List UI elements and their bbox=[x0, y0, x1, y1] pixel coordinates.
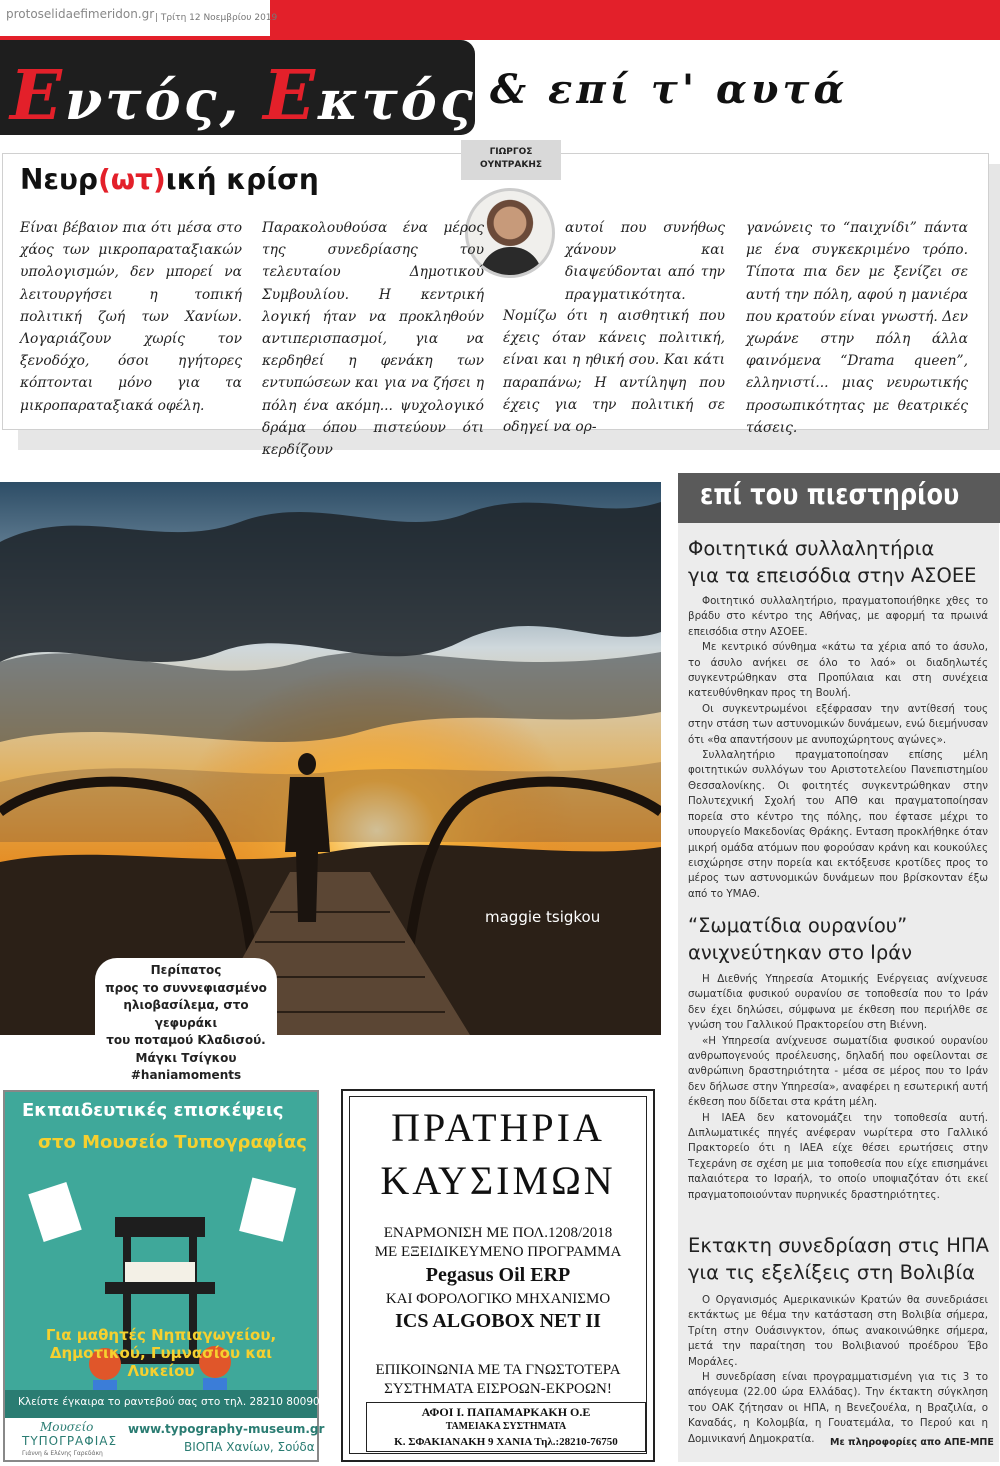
column-text-col-3b: Νομίζω ότι η αισθητική που έχεις όταν κάνεις πολιτική, είναι και η ηθική σου. Και κάτι παραπάνω; Η αντίληψη που έχεις για την πολιτική σε οδηγεί να ορ- bbox=[503, 308, 725, 436]
fuel-ad-line: ΕΝΑΡΜΟΝΙΣΗ ΜΕ ΠΟΛ.1208/2018 bbox=[383, 1225, 613, 1241]
fuel-ad-line: ΕΠΙΚΟΙΝΩΝΙΑ ΜΕ ΤΑ ΓΝΩΣΤΟΤΕΡΑ bbox=[375, 1362, 621, 1378]
article-paragraph: Συλλαλητήριο πραγματοποίησαν επίσης μέλη φοιτητικών συλλόγων του Αριστοτελείου Πανεπιστημίου Θεσσαλονίκης. Οι φοιτητές συγκεντρώθηκαν στην Πολυτεχνική Σχολή του ΑΠΘ και πραγματοποίησαν πορεία στο κέντρο της πόλης, που έφτασε μέχρι το υπουργείο Μακεδονίας Θράκης. Ενταση προκλήθηκε όταν μικρή ομάδα ατόμων που φορούσαν κράνη και κουκούλες εισχώρησε στην πορεία και εκτόξευσε κροτίδες προς το μέρος των αστυνομικών δυνάμεων που βρίσκονταν έξω από το ΥΜΑΘ. bbox=[688, 749, 988, 900]
fuel-ad-title: ΠΡΑΤΗΡΙΑ bbox=[391, 1105, 605, 1150]
headline-line: Εκτακτη συνεδρίαση στις ΗΠΑ bbox=[688, 1234, 989, 1257]
headline-line: Φοιτητικά συλλαλητήρια bbox=[688, 537, 935, 560]
page-date: | Τρίτη 12 Νοεμβρίου 2019 bbox=[155, 13, 278, 23]
headline-line: “Σωματίδια ουρανίου” bbox=[688, 914, 908, 937]
headline-line: για τις εξελίξεις στη Βολιβία bbox=[688, 1261, 975, 1284]
article-paragraph: «Η Υπηρεσία ανίχνευσε σωματίδια φυσικού ουρανίου ανθρωπογενούς προέλευσης, δηλαδή που οφείλονται σε ανθρώπινη δραστηριότητα - μέσα σε μέρος που το Ιράν δεν δήλωσε στην Υπηρεσία», αναφέρει η εσωτερική αυτή έκθεση που δίδεται στα κράτη μέλη. bbox=[688, 1034, 988, 1109]
article-body bbox=[688, 594, 988, 902]
museum-logo-founders: Γιάννη & Ελένης Γαρεδάκη bbox=[22, 1450, 103, 1457]
museum-logo: Μουσείο bbox=[40, 1420, 94, 1434]
article-paragraph: Με κεντρικό σύνθημα «κάτω τα χέρια από το άσυλο, το άσυλο ανήκει σε όλο το λαό» οι διαδηλωτές συγκεντρώθηκαν στα Προπύλαια και στη συνέχεια κατευθύνθηκαν προς τη Βουλή. bbox=[688, 641, 988, 700]
column-title-highlight: (ωτ) bbox=[97, 163, 166, 196]
author-tag bbox=[461, 140, 561, 180]
photo-illustration bbox=[0, 482, 661, 1035]
article-headline bbox=[688, 1232, 989, 1286]
museum-ad-subtitle: στο Μουσείο Τυπογραφίας bbox=[38, 1132, 307, 1153]
headline-line: για τα επεισόδια στην ΑΣΟΕΕ bbox=[688, 564, 977, 587]
column-text-col-2: Παρακολουθούσα ένα μέρος της συνεδρίασης του τελευταίου Δημοτικού Συμβουλίου. Η κεντρική λογική ήταν να προκληθούν αντιπερισπασμοί, για να κερδηθεί η φενάκη των εντυπώσεων και για να ζήσει η πόλη ένα ακόμη... ψυχολογικό δράμα όπου πιστεύουν ότι κερδίζουν bbox=[262, 220, 484, 459]
article-paragraph: Οι συγκεντρωμένοι εξέφρασαν την αντίθεσή τους στην στάση των αστυνομικών δυνάμεων, ενώ διεμήνυσαν ότι «θα απαντήσουν με ανυποχώρητους αγώνες». bbox=[688, 702, 988, 746]
column-text-col-4: γανώνεις το “παιχνίδι” πάντα με ένα συγκεκριμένο τρόπο. Τίποτα πια δεν με ξενίζει σε αυτή την πόλη, αφού η μανιέρα που κρατούν είναι γνωστή. Δεν χωράνε στην πόλη άλλα φαινόμενα “Drama queen”, ελληνιστί... μιας νευρωτικής προσωπικότητας με θεατρικές τάσεις. bbox=[746, 220, 968, 436]
section-title-word-1: ντός, bbox=[64, 68, 264, 132]
news-source-credit: Με πληροφορίες απο ΑΠΕ-ΜΠΕ bbox=[830, 1437, 994, 1448]
article-paragraph: Φοιτητικό συλλαλητήριο, πραγματοποιήθηκε χθες το βράδυ στο κέντρο της Αθήνας, με αφορμή τα πρωινά επεισόδια στην ΑΣΟΕΕ. bbox=[688, 595, 988, 638]
article-paragraph: Η Διεθνής Υπηρεσία Ατομικής Ενέργειας ανίχνευσε σωματίδια φυσικού ουρανίου σε τοποθεσία που το Ιράν δεν έχει δηλώσει, σύμφωνα με έκθεση που περιήλθε σε γνώση του Γαλλικού Πρακτορείου στη Βιέννη. bbox=[688, 973, 988, 1032]
article-paragraph: Η συνεδρίαση είναι προγραμματισμένη για τις 3 το απόγευμα (22.00 ώρα Ελλάδας). Την έκτακτη σύγκληση του ΟΑΚ ζήτησαν οι ΗΠΑ, η Βενεζουέλα, η Βραζιλία, ο Καναδάς, η Κολομβία, η Γουατεμάλα, το Περού και η Δομινικανή Δημοκρατία. bbox=[688, 1371, 988, 1445]
fuel-ad-product: Pegasus Oil ERP bbox=[425, 1264, 571, 1286]
article-paragraph: Ο Οργανισμός Αμερικανικών Κρατών θα συνεδριάσει εκτάκτως με θέμα την κατάσταση στη Βολιβία σήμερα, Τρίτη στην Ουάσινγκτον, όπως ανακοινώθηκε σήμερα, μετά την παραίτηση του Βολιβιανού προέδρου Έβο Μοράλες. bbox=[688, 1294, 988, 1368]
headline-line: ανιχνεύτηκαν στο Ιράν bbox=[688, 941, 912, 964]
sunset-bridge-photo bbox=[0, 482, 661, 1035]
section-subtitle: & επί τ' αυτά bbox=[490, 66, 849, 113]
section-title-initial-2: Ε bbox=[263, 56, 318, 136]
caption-line: προς το συννεφιασμένο bbox=[105, 980, 267, 995]
section-title-word-2: κτός... bbox=[318, 68, 542, 132]
museum-logo-name: ΤΥΠΟΓΡΑΦΙΑΣ bbox=[22, 1434, 118, 1448]
column-text-col-1: Είναι βέβαιον πια ότι μέσα στο χάος των μικροπαραταξιακών υπολογισμών, δεν μπορεί να λειτουργήσει η τοπική πολιτική ζωή των Χανίων. Λογαριάζουν χωρίς τον ξενοδόχο, όσοι ηγήτορες κόπτονται μόνο για τα μικροπαραταξιακά οφέλη. bbox=[20, 220, 242, 414]
museum-ad-phone: Κλείστε έγκαιρα το ραντεβού σας στο τηλ. 28210 80090 bbox=[18, 1396, 320, 1408]
section-title bbox=[10, 56, 541, 136]
photographer-signature: maggie tsigkou bbox=[485, 908, 601, 926]
sidebar-title: επί του πιεστηρίου bbox=[700, 478, 960, 511]
fuel-ad-address: Κ. ΣΦΑΚΙΑΝΑΚΗ 9 ΧΑΝΙΑ Τηλ.:28210-76750 bbox=[394, 1436, 618, 1448]
museum-ad-title: Εκπαιδευτικές επισκέψεις bbox=[22, 1100, 284, 1121]
column-text-col-3a: αυτοί που συνήθως χάνουν και διαψεύδονται από την πραγματικότητα. bbox=[565, 220, 725, 303]
column-title bbox=[20, 163, 319, 196]
fuel-ad-company: ΑΦΟΙ Ι. ΠΑΠΑΜΑΡΚΑΚΗ Ο.Ε bbox=[421, 1405, 591, 1419]
column-title-part: Νευρ bbox=[20, 163, 98, 196]
caption-line: Περίπατος bbox=[150, 963, 222, 977]
museum-location: ΒΙΟΠΑ Χανίων, Σούδα bbox=[184, 1440, 315, 1454]
fuel-ad-line: ΣΥΣΤΗΜΑΤΑ ΕΙΣΡΟΩΝ-ΕΚΡΟΩΝ! bbox=[384, 1381, 612, 1397]
column-title-part: ική κρίση bbox=[165, 163, 319, 196]
fuel-ad-title-2: ΚΑΥΣΙΜΩΝ bbox=[380, 1158, 616, 1203]
article-headline bbox=[688, 912, 912, 966]
fuel-ad-line: ΜΕ ΕΞΕΙΔΙΚΕΥΜΕΝΟ ΠΡΟΓΡΑΜΜΑ bbox=[374, 1244, 622, 1260]
article-body bbox=[688, 972, 988, 1203]
fuel-ad-line: ΚΑΙ ΦΟΡΟΛΟΓΙΚΟ ΜΗΧΑΝΙΣΜΟ bbox=[385, 1291, 611, 1307]
caption-line: #haniamoments bbox=[130, 1068, 242, 1082]
photo-caption bbox=[95, 958, 277, 1082]
fuel-ad-product: ICS ALGOBOX NET II bbox=[395, 1310, 601, 1332]
museum-website-link[interactable]: www.typography-museum.gr bbox=[128, 1422, 325, 1436]
caption-line: Μάγκι Τσίγκου bbox=[135, 1050, 237, 1065]
article-paragraph: Η ΙΑΕΑ δεν κατονομάζει την τοποθεσία αυτή. Διπλωματικές πηγές ανέφεραν νωρίτερα στο Γαλλικό Πρακτορείο ότι η ΙΑΕΑ είχε θέσει ερωτήσεις στην Τεχεράνη σε σχέση με μια τοποθεσία που είχε επισημάνει παλαιότερα το Ισραήλ, το οποίο υποψιαζόταν ότι εκεί πραγματοποιούνταν πυρηνικές δραστηριότητες. bbox=[688, 1111, 988, 1201]
fuel-ad-company-sub: ΤΑΜΕΙΑΚΑ ΣΥΣΤΗΜΑΤΑ bbox=[445, 1421, 567, 1432]
site-url-watermark: protoselidaefimeridon.gr bbox=[6, 7, 155, 21]
caption-line: του ποταμού Κλαδισού. bbox=[106, 1033, 266, 1047]
author-last-name: ΟΥΝΤΡΑΚΗΣ bbox=[479, 160, 543, 170]
section-title-initial-1: Ε bbox=[10, 56, 65, 136]
caption-line: ηλιοβασίλεμα, στο γεφυράκι bbox=[123, 998, 249, 1030]
article-headline bbox=[688, 535, 976, 589]
banner-fold bbox=[968, 508, 984, 520]
article-body bbox=[688, 1293, 988, 1447]
author-first-name: ΓΙΩΡΓΟΣ bbox=[489, 147, 533, 157]
museum-ad-audience: Για μαθητές Νηπιαγωγείου, Δημοτικού, Γυμνασίου και Λυκείου bbox=[45, 1326, 277, 1380]
